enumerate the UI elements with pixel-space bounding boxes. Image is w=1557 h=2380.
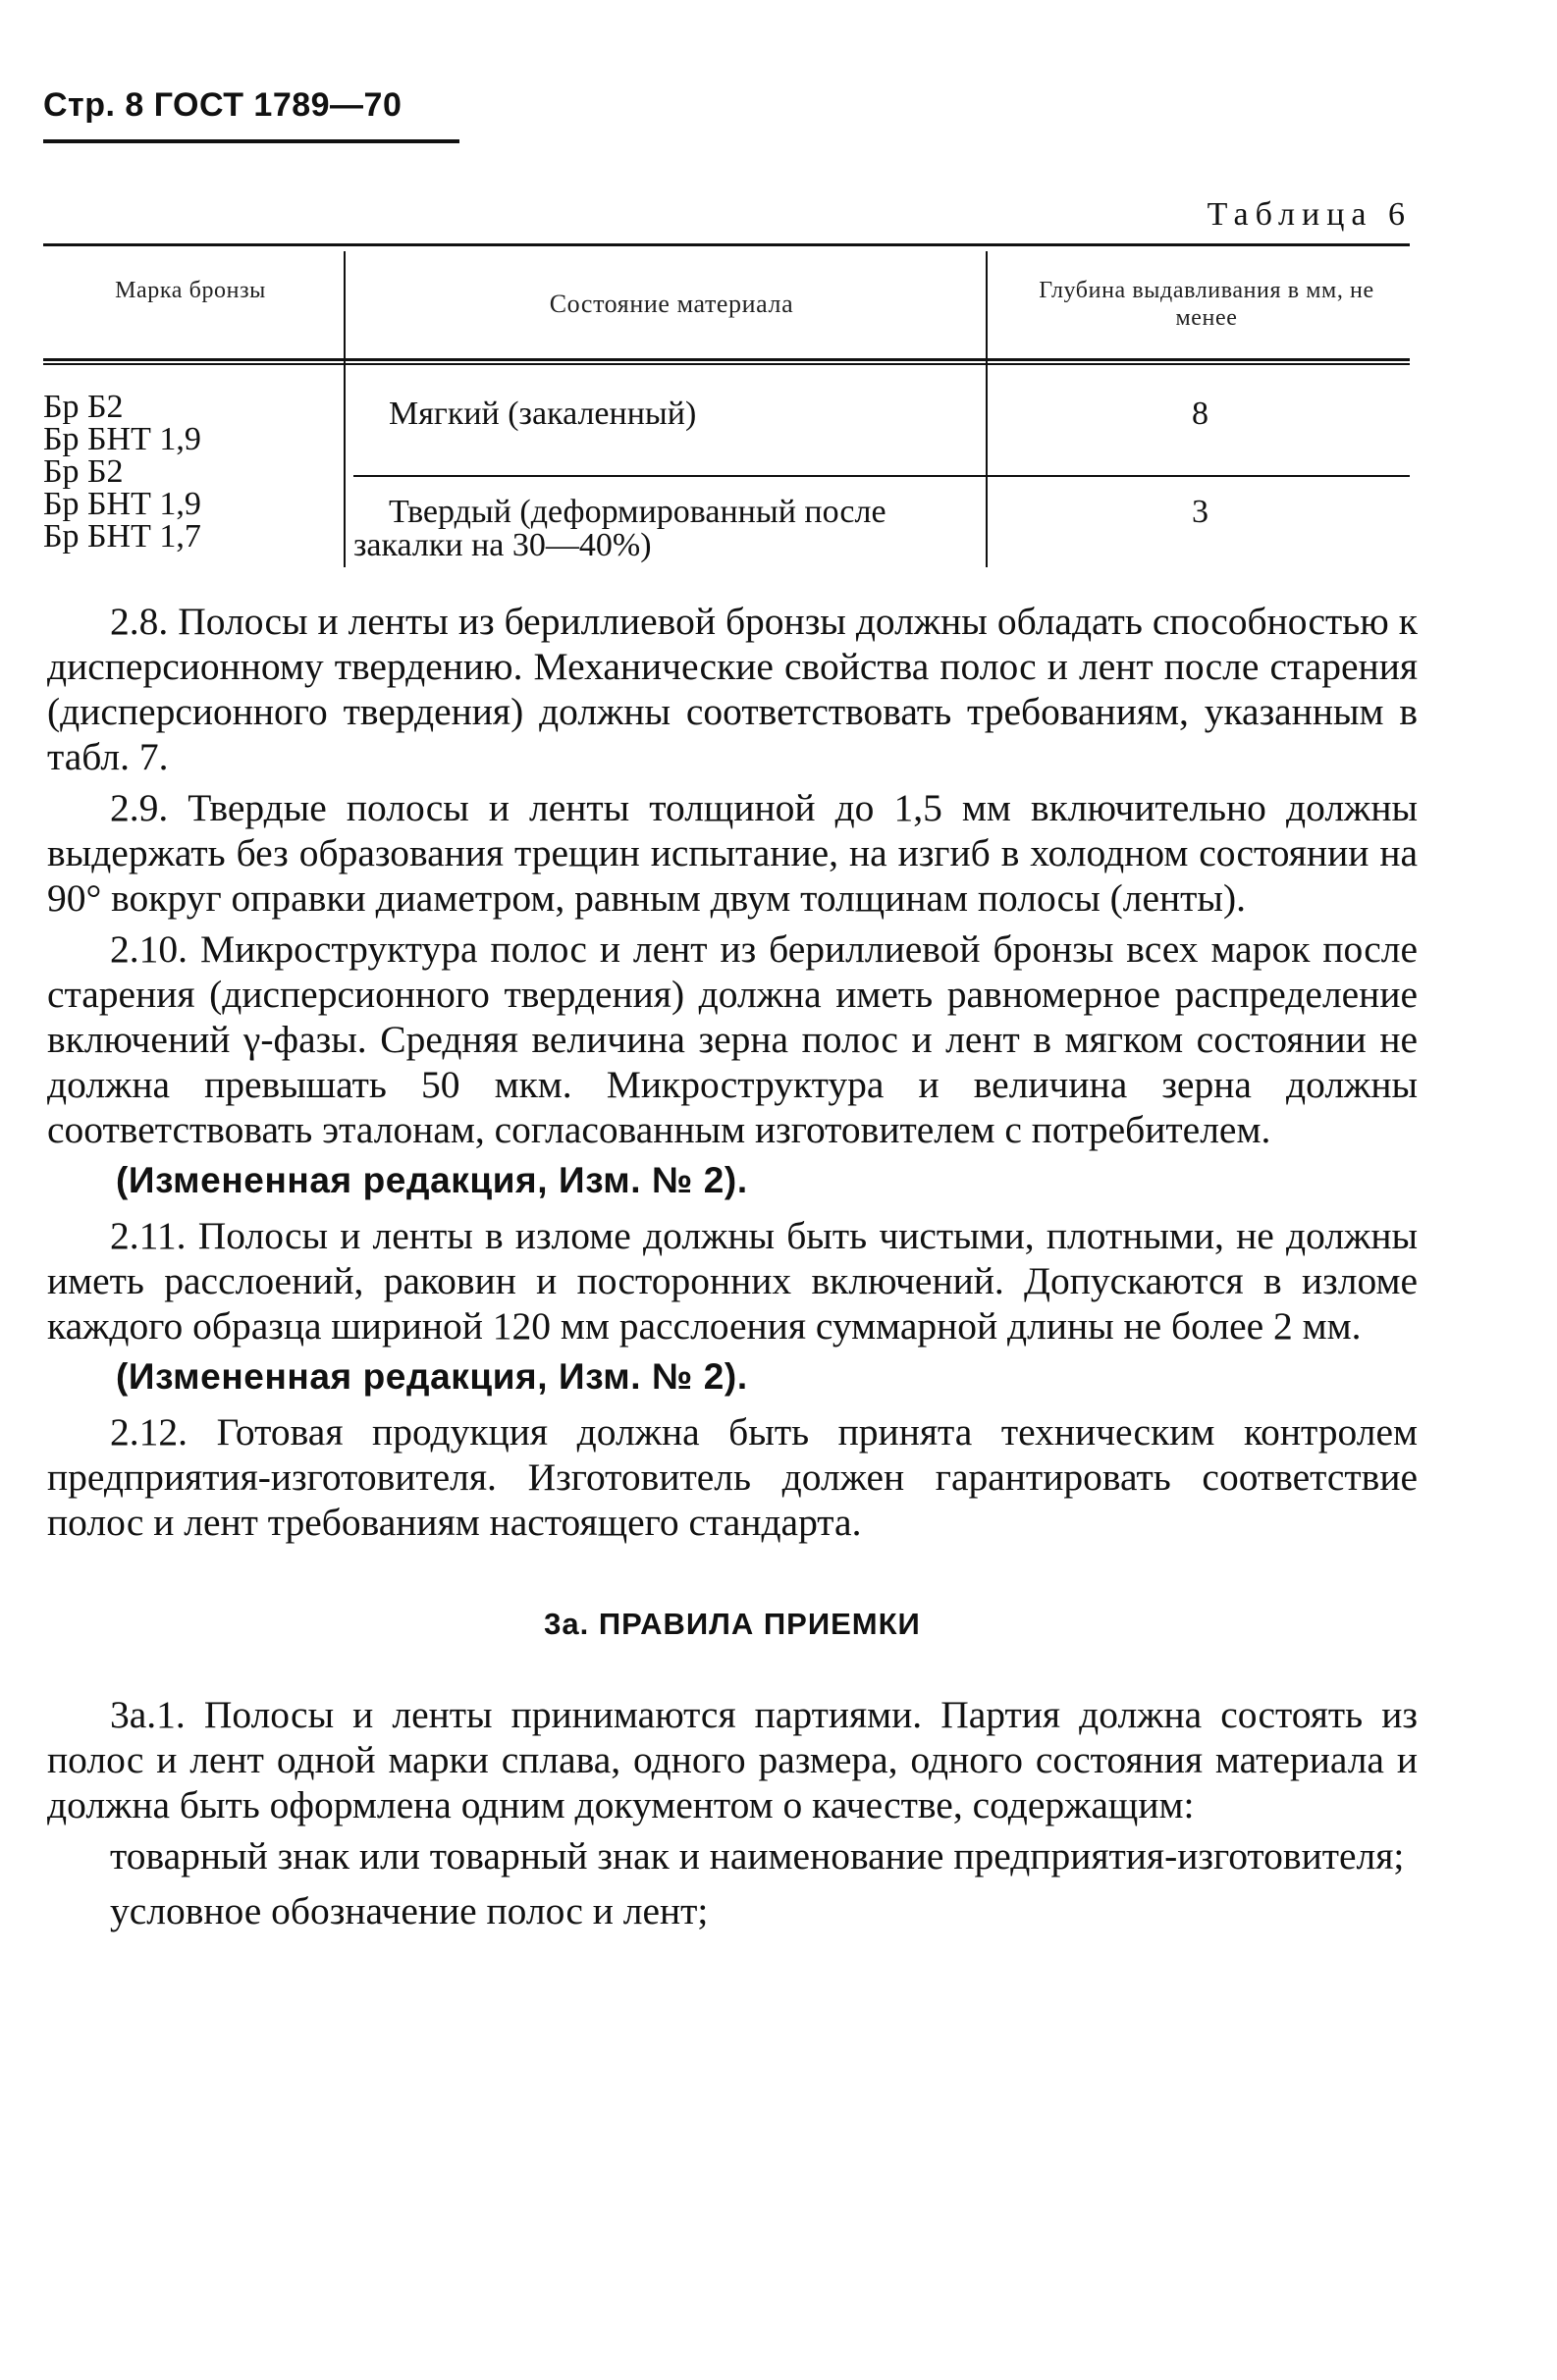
paragraph-2-12: 2.12. Готовая продукция должна быть принята техническим контролем предприятия-изготовителя. Изготовитель должен гарантировать соответствие полос и лент требованиям настоящего стандарта. bbox=[47, 1410, 1418, 1544]
table-row-rule bbox=[353, 475, 1410, 477]
list-item: товарный знак или товарный знак и наименование предприятия-изготовителя; bbox=[110, 1834, 1405, 1878]
document-body bbox=[47, 599, 1418, 1943]
col-header-brand: Марка бронзы bbox=[115, 278, 266, 303]
table-header-rule-2 bbox=[43, 363, 1410, 365]
paragraph-3a-1: 3а.1. Полосы и ленты принимаются партиями. Партия должна состоять из полос и лент одной марки сплава, одного размера, одного состояния материала и должна быть оформлена одним документом о качестве, содержащим: bbox=[47, 1693, 1418, 1826]
table-top-rule bbox=[43, 243, 1410, 246]
paragraph-2-9: 2.9. Твердые полосы и ленты толщиной до 1,5 мм включительно должны выдержать без образования трещин испытание, на изгиб в холодном состоянии на 90° вокруг оправки диаметром, равным двум толщинам полосы (ленты). bbox=[47, 786, 1418, 920]
brand-item: Бр Б2 bbox=[43, 389, 124, 425]
table-caption: Таблица 6 bbox=[1207, 196, 1412, 233]
table-col-rule-1 bbox=[344, 251, 346, 567]
paragraph-2-11: 2.11. Полосы и ленты в изломе должны быть чистыми, плотными, не должны иметь расслоений, раковин и посторонних включений. Допускаются в изломе каждого образца шириной 120 мм расслоения суммарной длины не более 2 мм. bbox=[47, 1214, 1418, 1348]
paragraph-2-10: 2.10. Микроструктура полос и лент из бериллиевой бронзы всех марок после старения (дисперсионного твердения) должна иметь равномерное распределение включений γ-фазы. Средняя величина зерна полос и лент в мягком состоянии не должна превышать 50 мкм. Микроструктура и величина зерна должны соответствовать эталонам, согласованным изготовителем с потребителем. bbox=[47, 927, 1418, 1151]
row-2-state-line-2: закалки на 30—40%) bbox=[353, 527, 652, 563]
list-item: условное обозначение полос и лент; bbox=[110, 1889, 709, 1932]
section-title: 3а. ПРАВИЛА ПРИЕМКИ bbox=[544, 1607, 921, 1641]
row-2-depth: 3 bbox=[1192, 494, 1208, 530]
paragraph-2-8: 2.8. Полосы и ленты из бериллиевой бронзы должны обладать способностью к дисперсионному твердению. Механические свойства полос и лент после старения (дисперсионного твердения) должны соответствовать требованиям, указанным в табл. 7. bbox=[47, 600, 1418, 778]
header-rule bbox=[43, 139, 459, 143]
brand-item: Бр Б2 bbox=[43, 453, 124, 490]
col-header-state: Состояние материала bbox=[549, 290, 794, 318]
brand-item: Бр БНТ 1,9 bbox=[43, 486, 201, 522]
edit-note: (Измененная редакция, Изм. № 2). bbox=[116, 1356, 748, 1397]
brand-item: Бр БНТ 1,9 bbox=[43, 421, 201, 457]
row-1-state: Мягкий (закаленный) bbox=[389, 396, 697, 432]
table-6 bbox=[43, 243, 1410, 567]
col-header-depth: Глубина выдавливания в мм, не менее bbox=[1039, 278, 1374, 331]
edit-note: (Измененная редакция, Изм. № 2). bbox=[116, 1160, 748, 1200]
brand-list bbox=[43, 391, 338, 553]
row-1-depth: 8 bbox=[1192, 396, 1208, 432]
table-header-rule bbox=[43, 358, 1410, 361]
row-2-state-line-1: Твердый (деформированный после bbox=[389, 494, 886, 530]
page-header: Стр. 8 ГОСТ 1789—70 bbox=[43, 86, 403, 124]
brand-item: Бр БНТ 1,7 bbox=[43, 518, 201, 555]
